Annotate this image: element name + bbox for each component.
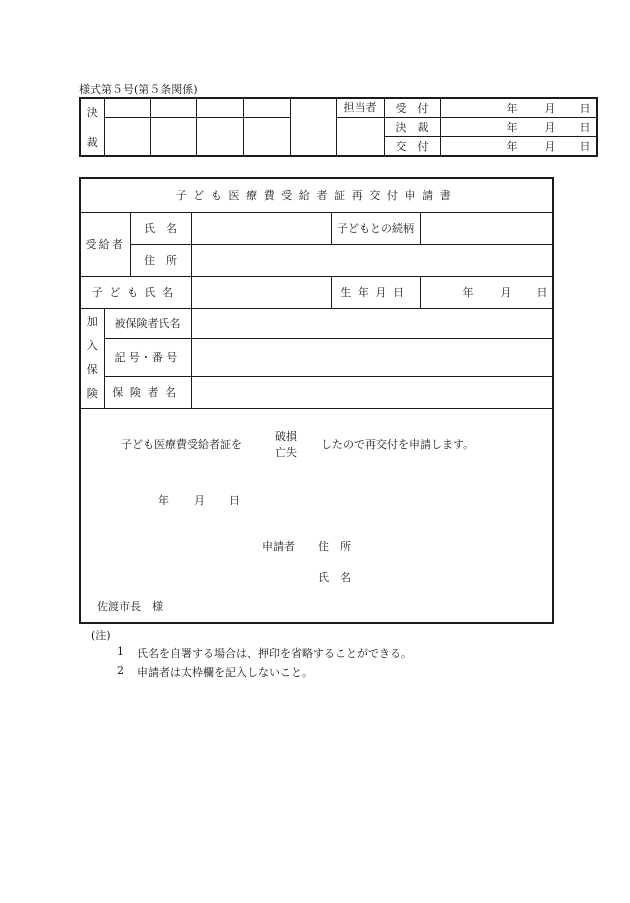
relation-label: 子どもとの続柄 [331,212,420,244]
applicant-label: 申請者 [262,539,295,553]
approval-stamp-5[interactable] [290,98,336,156]
note-1-text: 氏名を自署する場合は、押印を省略することができる。 [137,647,412,660]
relation-field[interactable] [420,212,553,244]
insured-name-field[interactable] [191,308,553,338]
birth-day: 日 [536,286,548,299]
issue-label: 交 付 [384,137,440,157]
tantousha-label: 担当者 [336,98,384,118]
kessai-bottom: 裁 [86,136,98,149]
application-month: 月 [194,493,205,507]
approval-stamp-9[interactable] [243,118,290,157]
decision-month: 月 [544,121,556,134]
receipt-day: 日 [579,102,591,115]
statement-option-lost[interactable]: 亡失 [275,445,297,459]
approval-stamp-1[interactable] [104,98,150,118]
birth-year: 年 [462,286,474,299]
application-form [79,177,554,624]
insurance-char-3: 保 [86,363,98,376]
statement-left: 子ども医療費受給者証を [121,437,242,451]
approval-stamp-6[interactable] [104,118,150,157]
approval-stamp-8[interactable] [196,118,243,157]
insured-name-label: 被保険者氏名 [104,308,191,338]
symbol-number-label: 記号･番号 [104,338,191,376]
approval-stamp-2[interactable] [150,98,196,118]
receipt-label: 受 付 [384,98,440,118]
decision-date[interactable] [440,118,597,137]
issue-year: 年 [506,140,518,153]
birth-month: 月 [500,286,512,299]
note-2-number: 2 [117,664,124,677]
recipient-name-label: 氏 名 [130,212,191,244]
insurance-char-1: 加 [86,315,98,328]
issue-month: 月 [544,140,556,153]
child-name-label: 子ども氏名 [80,276,191,308]
recipient-label: 受給者 [80,212,130,276]
birthdate-label: 生年月日 [331,276,420,308]
recipient-address-field[interactable] [191,244,553,276]
child-name-field[interactable] [191,276,331,308]
approval-stamp-3[interactable] [196,98,243,118]
application-year: 年 [158,493,169,507]
statement-option-damaged[interactable]: 破損 [275,429,297,443]
notes-header: (注) [91,629,111,642]
decision-label: 決 裁 [384,118,440,137]
insurance-char-2: 入 [86,339,98,352]
statement-right: したので再交付を申請します。 [321,437,475,451]
receipt-month: 月 [544,102,556,115]
applicant-name-label: 氏 名 [318,570,351,584]
receipt-date[interactable] [440,98,597,118]
declaration-area [80,408,553,623]
approval-stamp-7[interactable] [150,118,196,157]
applicant-address-label: 住 所 [318,539,351,553]
form-number: 様式第５号(第５条関係) [79,83,198,96]
application-day: 日 [229,493,240,507]
receipt-year: 年 [506,102,518,115]
insurer-name-label: 保険者名 [104,376,191,408]
form-title: 子ども医療費受給者証再交付申請書 [80,178,553,212]
approval-table [79,97,598,157]
birthdate-field[interactable] [420,276,553,308]
issue-date[interactable] [440,137,597,157]
kessai-top: 決 [86,106,98,119]
kessai-label-cell [80,98,104,156]
note-2-text: 申請者は太枠欄を記入しないこと。 [137,666,313,679]
recipient-address-label: 住 所 [130,244,191,276]
addressee: 佐渡市長 様 [97,599,163,613]
insurer-name-field[interactable] [191,376,553,408]
decision-year: 年 [506,121,518,134]
symbol-number-field[interactable] [191,338,553,376]
issue-day: 日 [579,140,591,153]
decision-day: 日 [579,121,591,134]
insurance-label [80,308,104,408]
insurance-char-4: 険 [86,387,98,400]
tantousha-stamp[interactable] [336,118,384,157]
approval-stamp-4[interactable] [243,98,290,118]
recipient-name-field[interactable] [191,212,331,244]
note-1-number: 1 [117,645,124,658]
